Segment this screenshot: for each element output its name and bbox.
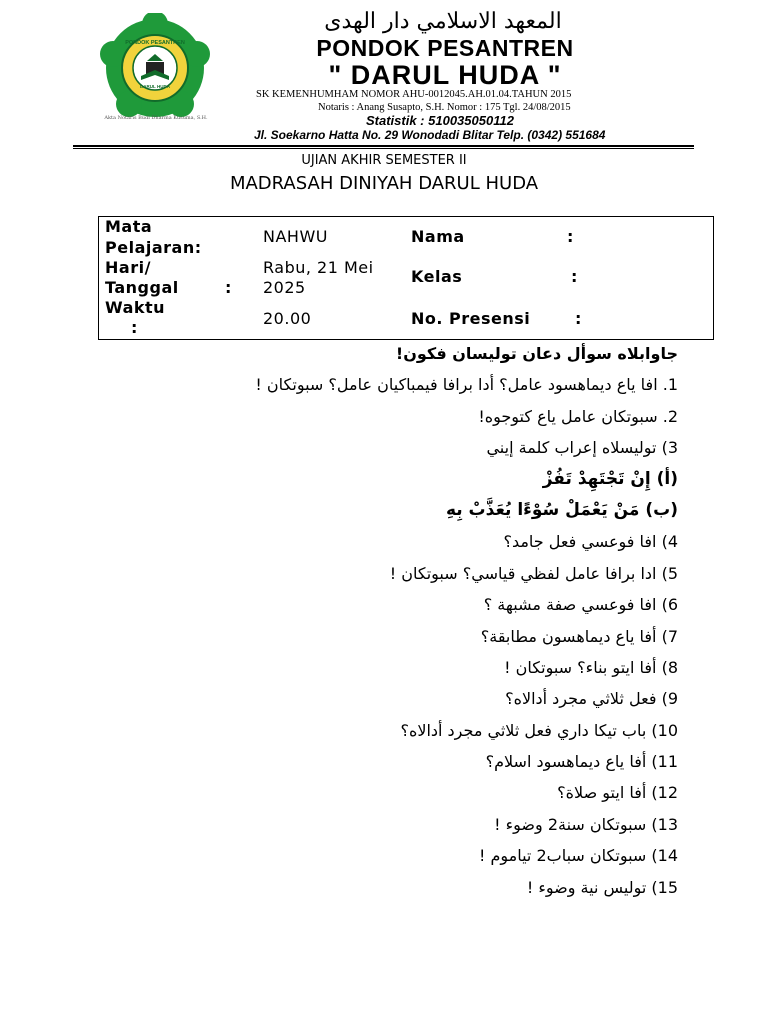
subject-label-2: Pelajaran:	[105, 238, 202, 257]
day-label-1: Hari/	[105, 258, 151, 277]
exam-subtitle: UJIAN AKHIR SEMESTER II	[301, 153, 467, 168]
notary-info: Notaris : Anang Susapto, S.H. Nomor : 175 Tgl. 24/08/2015	[318, 102, 571, 113]
question-subitem: (ب) مَنْ يَعْمَلْ سُوْءًا يُعَذَّبْ بِهِ	[445, 499, 678, 520]
institution-line-2: " DARUL HUDA "	[328, 60, 562, 90]
day-value-1: Rabu, 21 Mei	[263, 258, 374, 277]
presence-colon: :	[575, 309, 582, 328]
institution-address: Jl. Soekarno Hatta No. 29 Wonodadi Blitar Telp. (0342) 551684	[254, 128, 606, 142]
day-label-2: Tanggal	[105, 278, 179, 297]
question-item: 4) افا فوعسي فعل جامد؟	[503, 532, 678, 552]
subject-value: NAHWU	[263, 227, 328, 246]
question-item: 14) سبوتكان سباب2 تياموم !	[478, 846, 678, 866]
question-item: 10) باب تيكا داري فعل ثلاثي مجرد أدالاه؟	[400, 720, 678, 740]
logo-caption: Akta Notaris Budi Dharma Kusuma, S.H.	[104, 115, 208, 121]
question-item: 9) فعل ثلاثي مجرد أدالاه؟	[505, 689, 678, 709]
time-colon: :	[131, 318, 138, 337]
question-item: 6) افا فوعسي صفة مشبهة ؟	[483, 595, 678, 615]
header-rule-thin	[73, 148, 694, 149]
instruction: جاوابلاه سوأل دعان توليسان فكون!	[395, 344, 678, 363]
question-item: 8) أفا ايتو بناء؟ سبوتكان !	[504, 657, 678, 677]
logo-inner-text: DARUL HUDA	[140, 84, 170, 89]
question-item: 7) أفا ياع ديماهسون مطابقة؟	[480, 626, 678, 646]
student-info-box	[98, 216, 714, 340]
question-item: 1. افا ياع ديماهسود عامل؟ أدا برافا فيمباكيان عامل؟ سبوتكان !	[255, 375, 678, 395]
question-subitem: (أ) إِنْ تَجْتَهِدْ تَفُزْ	[542, 468, 678, 489]
time-label: Waktu	[105, 298, 166, 317]
question-item: 3) توليسلاه إعراب كلمة إيني	[486, 438, 678, 458]
question-list	[78, 338, 678, 903]
day-value-2: 2025	[263, 278, 306, 297]
question-item: 12) أفا ايتو صلاة؟	[557, 783, 678, 803]
question-item: 13) سبوتكان سنة2 وضوء !	[494, 814, 678, 834]
header-rule-thick	[73, 145, 694, 147]
question-item: 5) ادا برافا عامل لفظي قياسي؟ سبوتكان !	[389, 563, 678, 583]
time-value: 20.00	[263, 309, 312, 328]
class-colon: :	[571, 267, 578, 286]
question-item: 11) أفا ياع ديماهسود اسلام؟	[485, 752, 678, 772]
arabic-institution-title: المعهد الاسلامي دار الهدى	[324, 9, 562, 34]
decree-number: SK KEMENHUMHAM NOMOR AHU-0012045.AH.01.04.TAHUN 2015	[256, 89, 572, 100]
pesantren-logo	[96, 13, 214, 123]
exam-title: MADRASAH DINIYAH DARUL HUDA	[229, 173, 539, 194]
question-item: 15) توليس نية وضوء !	[526, 877, 678, 897]
question-item: 2. سبوتكان عامل ياع كتوجوه!	[478, 406, 678, 426]
statistik-number: Statistik : 510035050112	[366, 113, 514, 128]
presence-label: No. Presensi	[411, 309, 531, 328]
institution-line-1: PONDOK PESANTREN	[316, 35, 574, 61]
class-label: Kelas	[411, 267, 463, 286]
name-label: Nama	[411, 227, 465, 246]
name-colon: :	[567, 227, 574, 246]
logo-ring-text: PONDOK PESANTREN	[125, 40, 185, 46]
subject-label-1: Mata	[105, 217, 153, 236]
day-colon: :	[225, 278, 232, 297]
